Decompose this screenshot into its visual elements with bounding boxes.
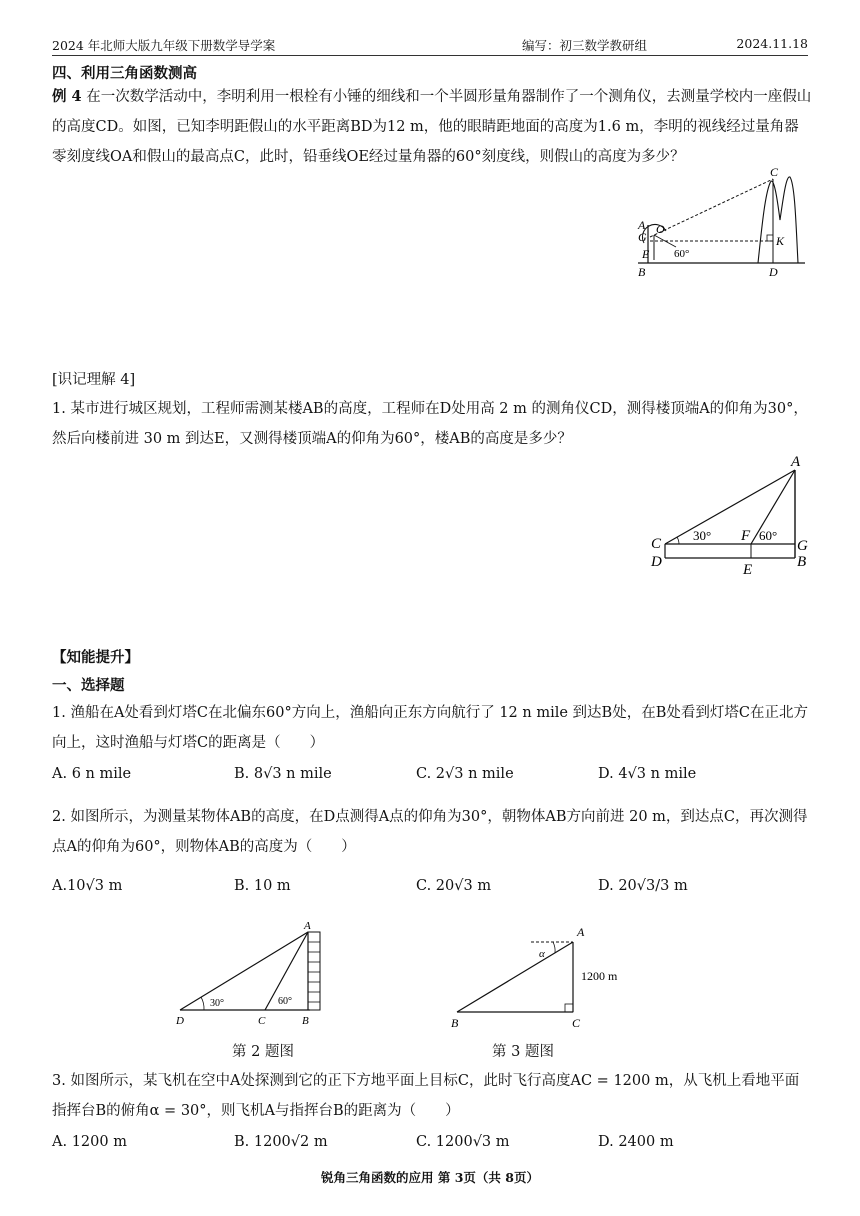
- q3-height: 1200 m: [581, 969, 618, 983]
- q3-caption: 第 3 题图: [492, 1044, 554, 1060]
- q3-option-c: C. 1200√3 m: [416, 1134, 510, 1150]
- label-E: E: [642, 247, 650, 261]
- label-G: G: [638, 230, 647, 244]
- mountain-figure: [630, 165, 810, 280]
- page-footer: 锐角三角函数的应用 第 3页（共 8页）: [321, 1170, 539, 1185]
- label-A: A: [638, 218, 646, 232]
- label-C: C: [770, 165, 779, 179]
- b-label-A: A: [791, 454, 801, 470]
- b-label-D: D: [651, 554, 662, 570]
- q2-text: 2. 如图所示，为测量某物体AB的高度，在D点测得A点的仰角为30°，朝物体AB方向前进 20 m，到达点C，再次测得点A的仰角为60°，则物体AB的高度为（ ）: [52, 809, 808, 855]
- q3-alpha: α: [539, 948, 545, 960]
- header-rule: [52, 55, 808, 56]
- example-4: [52, 82, 812, 172]
- label-D: D: [769, 265, 778, 279]
- b-label-G: G: [797, 538, 808, 554]
- section-title: 四、利用三角函数测高: [52, 66, 197, 82]
- practice-q1: 1. 某市进行城区规划，工程师需测某楼AB的高度，工程师在D处用高 2 m 的测角仪CD，测得楼顶端A的仰角为30°，然后向楼前进 30 m 到达E，又测得楼顶端A的仰角为60°，楼AB的高度是多少？: [52, 401, 808, 447]
- label-K: K: [776, 234, 785, 248]
- practice-title: [识记理解 4]: [52, 372, 136, 388]
- b-angle-30: 30°: [693, 528, 712, 543]
- b-label-E: E: [743, 562, 753, 577]
- q2-angle-60: 60°: [278, 996, 292, 1007]
- q3-text: 3. 如图所示，某飞机在空中A处探测到它的正下方地平面上目标C，此时飞行高度AC = 1200 m，从飞机上看地平面指挥台B的俯角α = 30°，则飞机A与指挥台B的距离为（ ）: [52, 1073, 800, 1119]
- q2-caption: 第 2 题图: [232, 1044, 294, 1060]
- improve-title: 【知能提升】: [52, 650, 139, 666]
- label-60: 60°: [674, 248, 690, 260]
- q3-figure: [445, 918, 645, 1038]
- q1-option-c: C. 2√3 n mile: [416, 766, 514, 782]
- q1-option-b: B. 8√3 n mile: [234, 766, 332, 782]
- q2-label-B: B: [302, 1015, 309, 1027]
- page-header: [52, 36, 808, 54]
- q2-option-b: B. 10 m: [234, 878, 291, 894]
- header-date: 2024.11.18: [736, 36, 808, 51]
- q3-option-a: A. 1200 m: [52, 1134, 127, 1150]
- example-label: 例 4: [52, 88, 82, 105]
- label-O: O: [656, 222, 665, 236]
- q3-label-A: A: [577, 925, 585, 939]
- b-label-B: B: [797, 554, 807, 570]
- example-text: 在一次数学活动中，李明利用一根栓有小锤的细线和一个半圆形量角器制作了一个测角仪，去测量学校内一座假山的高度CD。如图，已知李明距假山的水平距离BD为12 m，他的眼睛距地面的高度为1.6 m，李明的视线经过量角器零刻度线OA和假山的最高点C，此时，铅垂线OE经过量角器的60°刻度线，则假山的高度为多少？: [52, 89, 812, 165]
- q2-option-d: D. 20√3/3 m: [598, 878, 688, 894]
- q3-label-B: B: [451, 1016, 459, 1030]
- q2-angle-30: 30°: [210, 998, 224, 1009]
- q2-option-c: C. 20√3 m: [416, 878, 492, 894]
- b-label-F: F: [741, 528, 751, 544]
- b-angle-60: 60°: [759, 528, 778, 543]
- b-label-C: C: [651, 536, 662, 552]
- q2-label-A: A: [304, 920, 311, 932]
- label-B: B: [638, 265, 646, 279]
- q3-label-C: C: [572, 1016, 581, 1030]
- q1-text: 1. 渔船在A处看到灯塔C在北偏东60°方向上，渔船向正东方向航行了 12 n mile 到达B处，在B处看到灯塔C在正北方向上，这时渔船与灯塔C的距离是（ ）: [52, 705, 808, 751]
- q2-label-D: D: [176, 1015, 184, 1027]
- choice-title: 一、选择题: [52, 678, 125, 694]
- q1-option-d: D. 4√3 n mile: [598, 766, 697, 782]
- q2-option-a: A.10√3 m: [52, 878, 123, 894]
- q3-option-b: B. 1200√2 m: [234, 1134, 328, 1150]
- q3-option-d: D. 2400 m: [598, 1134, 674, 1150]
- header-title: 2024 年北师大版九年级下册数学导学案: [52, 38, 276, 53]
- q2-figure: [170, 918, 340, 1038]
- building-figure: [645, 452, 815, 577]
- q2-label-C: C: [258, 1015, 266, 1027]
- header-author: 编写：初三数学教研组: [522, 38, 648, 53]
- q1-option-a: A. 6 n mile: [52, 766, 132, 782]
